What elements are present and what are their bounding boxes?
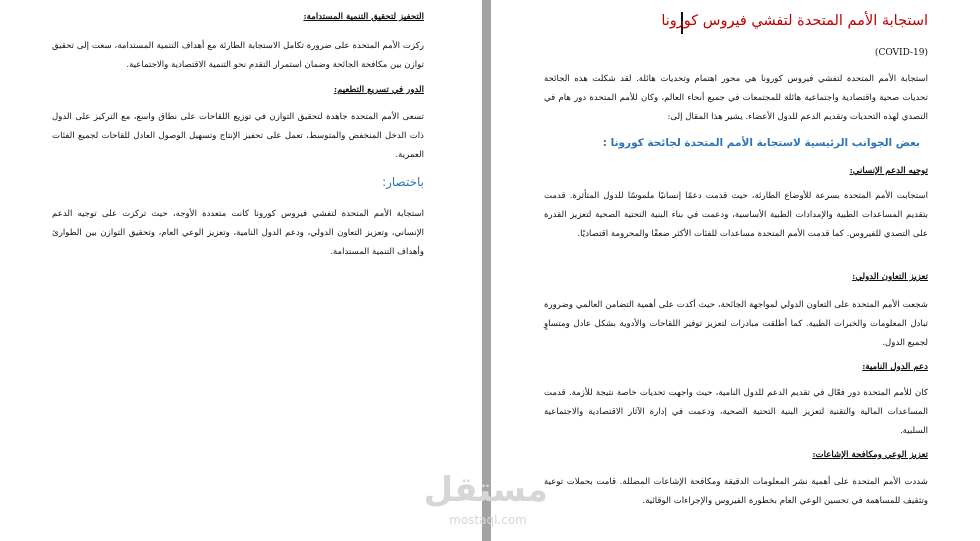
document-page-left (0, 0, 482, 541)
paragraph-humanitarian-support: استجابت الأمم المتحدة بسرعة للأوضاع الطارئة، حيث قدمت دعمًا إنسانيًا ملموسًا للدول المتأثرة. قدمت بتقديم المساعدات الطبية والإمدادات الطبية الأساسية، ودعمت في بناء البنية التحتية الصحية لتعزيز القدرة على التصدي للفيروس. كما قدمت الأمم المتحدة مساعدات للفئات الأكثر ضعفًا والمحرومة اقتصاديًا. (544, 191, 928, 239)
heading-humanitarian-support: توجيه الدعم الإنساني: (849, 166, 928, 176)
watermark-url: mostaql.com (449, 513, 527, 527)
heading-awareness: تعزيز الوعي ومكافحة الإشاعات: (812, 450, 928, 460)
page-gutter (482, 0, 491, 541)
watermark-logo: مستقل (423, 470, 548, 510)
paragraph-summary: استجابة الأمم المتحدة لتفشي فيروس كورونا كانت متعددة الأوجه، حيث تركزت على توجيه الدعم الإنساني، وتعزيز التعاون الدولي، ودعم الدول النامية، وتعزيز الوعي العام، وتحقيق التوازن بين الطوارئ وأهداف التنمية المستدامة. (52, 209, 424, 257)
heading-international-cooperation: تعزيز التعاون الدولي: (852, 272, 928, 282)
document-page-right (491, 0, 980, 541)
paragraph-sustainable-development: ركزت الأمم المتحدة على ضرورة تكامل الاستجابة الطارئة مع أهداف التنمية المستدامة، سعت إلى تحقيق توازن بين مكافحة الجائحة وضمان استمرار التقدم نحو التنمية الاقتصادية والاجتماعية. (52, 41, 424, 70)
covid-label: (COVID-19) (874, 48, 928, 58)
paragraph-international-cooperation: شجعت الأمم المتحدة على التعاون الدولي لمواجهة الجائحة، حيث أكدت على أهمية التضامن العالمي وضرورة تبادل المعلومات والخبرات الطبية. كما أطلقت مبادرات لتعزيز توفير اللقاحات والأدوية بشكل عادل ومتساوٍ لجميع الدول. (544, 300, 928, 348)
paragraph-vaccination: تسعى الأمم المتحدة جاهدة لتحقيق التوازن في توزيع اللقاحات على نطاق واسع، مع التركيز على الدول ذات الدخل المنخفض والمتوسط، تعمل على تحفيز الإنتاج وتسهيل الوصول العادل للقاحات لجميع الفئات العمرية. (52, 112, 424, 160)
paragraph-intro: استجابة الأمم المتحدة لتفشي فيروس كورونا هي محور اهتمام وتحديات هائلة. لقد شكلت هذه الجائحة تحديات صحية واقتصادية واجتماعية هائلة للمجتمعات في جميع أنحاء العالم، وكان للأمم المتحدة دور هام في التصدي لهذه التحديات وتقديم الدعم للدول الأعضاء. يشير هذا المقال إلى: (544, 74, 928, 122)
heading-sustainable-development: التحفيز لتحقيق التنمية المستدامة: (303, 12, 424, 22)
document-title: استجابة الأمم المتحدة لتفشي فيروس كورونا (661, 13, 928, 29)
heading-developing-countries: دعم الدول النامية: (862, 362, 928, 372)
paragraph-awareness: شددت الأمم المتحدة على أهمية نشر المعلومات الدقيقة ومكافحة الإشاعات المضللة. قامت بحملات توعية وتثقيف للمساهمة في تحسين الوعي العام بخطورة الفيروس والإجراءات الوقائية. (544, 477, 928, 506)
heading-key-aspects: بعض الجوانب الرئيسية لاستجابة الأمم المتحدة لجائحة كورونا : (602, 137, 920, 149)
paragraph-developing-countries: كان للأمم المتحدة دور فعّال في تقديم الدعم للدول النامية، حيث واجهت تحديات خاصة نتيجة للأزمة. قدمت المساعدات المالية والتقنية لتعزيز البنية التحتية الصحية، ودعمت في إدارة الآثار الاقتصادية والاجتماعية السلبية. (544, 388, 928, 436)
heading-vaccination: الدور في تسريع التطعيم: (333, 85, 424, 95)
heading-summary: باختصار: (382, 175, 424, 189)
